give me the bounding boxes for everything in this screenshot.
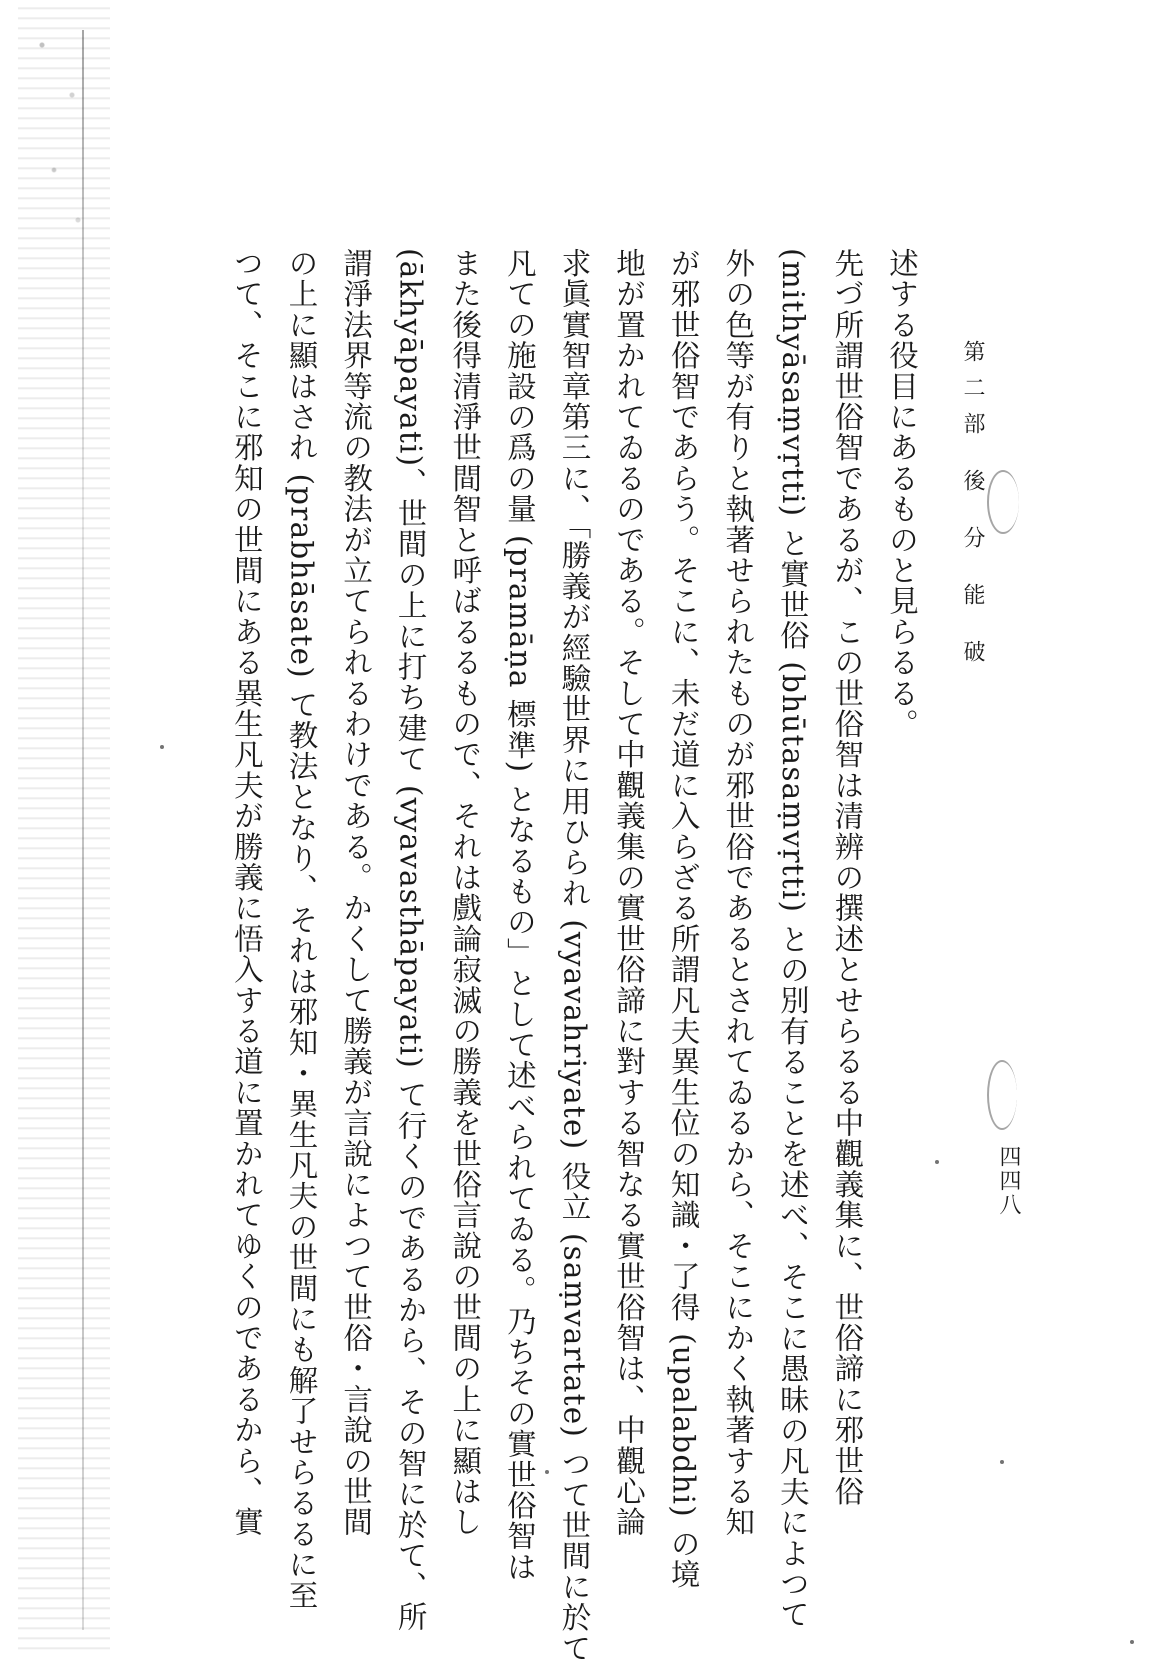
binding-gutter-line [82,30,84,1630]
binding-speckle [30,20,90,270]
text-line: 求眞實智章第三に、「勝義が經驗世界に用ひられ (vyavahriyate) 役立 (saṃvartate) つて世間に於て [557,248,592,1664]
text-line: また後得清淨世間智と呼ばるるもので、それは戲論寂滅の勝義を世俗言說の世間の上に顯はし [448,248,483,1538]
scan-blemish [987,1060,1017,1130]
scan-blemish [987,470,1019,534]
scan-speck [1130,1640,1134,1644]
scan-speck [935,1160,939,1164]
running-header: 第二部 後 分 能 破 [960,340,985,676]
text-line: つて、そこに邪知の世間にある異生凡夫が勝義に悟入する道に置かれてゆくのであるから、實 [229,248,264,1538]
scan-speck [160,745,164,749]
text-line: 謂淨法界等流の教法が立てられるわけである。かくして勝義が言說によつて世俗・言說の世間 [339,248,374,1538]
body-text [219,248,929,1664]
scan-speck [1000,1460,1004,1464]
text-line: (ākhyāpayati)、世間の上に打ち建て (vyavasthāpayati) て行くのであるから、その智に於て、所 [393,248,428,1633]
text-line: 先づ所謂世俗智であるが、この世俗智は清辨の撰述とせらるる中觀義集に、世俗諦に邪世俗 [830,248,865,1507]
text-line: (mithyāsaṃvṛtti) と實世俗 (bhūtasaṃvṛtti) との別有ることを述べ、そこに愚昧の凡夫によつて [775,248,810,1630]
text-line: 外の色等が有りと執著せられたものが邪世俗であるとされてゐるから、そこにかく執著する知 [721,248,756,1538]
text-line: 述する役目にあるものと見らるる。 [885,248,919,740]
text-line: の上に顯はされ (prabhāsate) て教法となり、それは邪知・異生凡夫の世間にも解了せらるるに至 [284,248,319,1611]
text-line: が邪世俗智であらう。そこに、未だ道に入らざる所謂凡夫異生位の知識・了得 (upalabdhi) の境 [666,248,701,1590]
text-line: 凡ての施設の爲の量 (pramāṇa 標準) となるもの」として述べられてゐる。乃ちその實世俗智は [502,248,537,1583]
text-line: 地が置かれてゐるのである。そして中觀義集の實世俗諦に對する智なる實世俗智は、中觀心論 [612,248,647,1538]
page-number: 四四八 [996,1145,1021,1217]
